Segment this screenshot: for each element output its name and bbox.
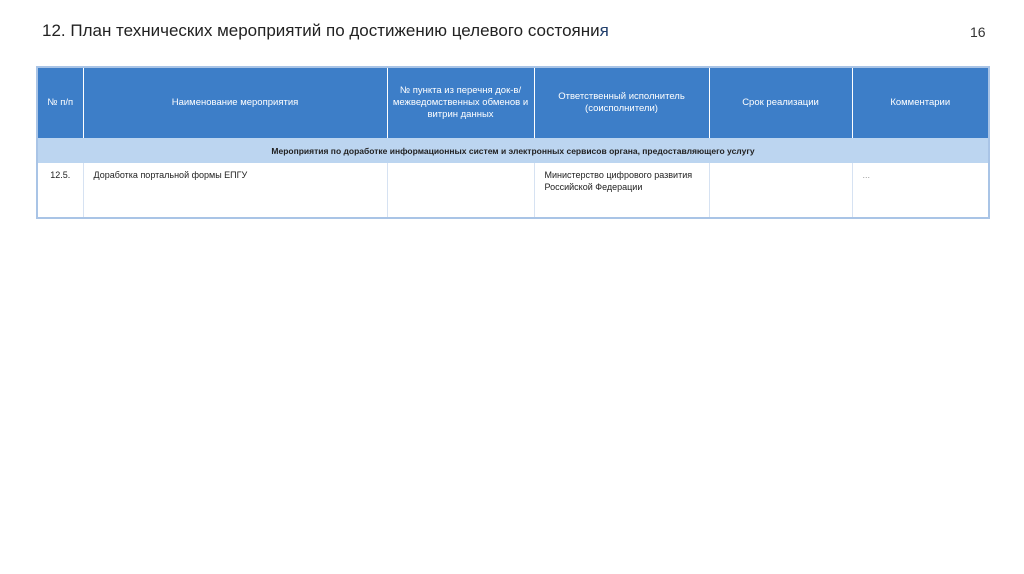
section-row [37,138,989,163]
header-deadline: Срок реализации [709,67,852,138]
page-number: 16 [970,24,986,40]
header-executor: Ответственный исполнитель (соисполнители) [534,67,709,138]
title-text: 12. План технических мероприятий по достижению целевого состояни [42,21,600,40]
activities-table [36,66,990,219]
cell-name: Доработка портальной формы ЕПГУ [83,163,387,218]
title-last-letter: я [599,21,609,40]
header-item: № пункта из перечня док-в/ межведомственных обменов и витрин данных [387,67,534,138]
section-title: Мероприятия по доработке информационных систем и электронных сервисов органа, предоставляющего услугу [37,138,989,163]
cell-executor: Министерство цифрового развития Российской Федерации [534,163,709,218]
cell-comment: ... [852,163,989,218]
cell-item [387,163,534,218]
cell-deadline [709,163,852,218]
header-name: Наименование мероприятия [83,67,387,138]
header-comments: Комментарии [852,67,989,138]
table-row [37,163,989,218]
cell-num: 12.5. [37,163,83,218]
header-num: № п/п [37,67,83,138]
header-row [37,67,989,138]
slide-title [42,21,609,41]
